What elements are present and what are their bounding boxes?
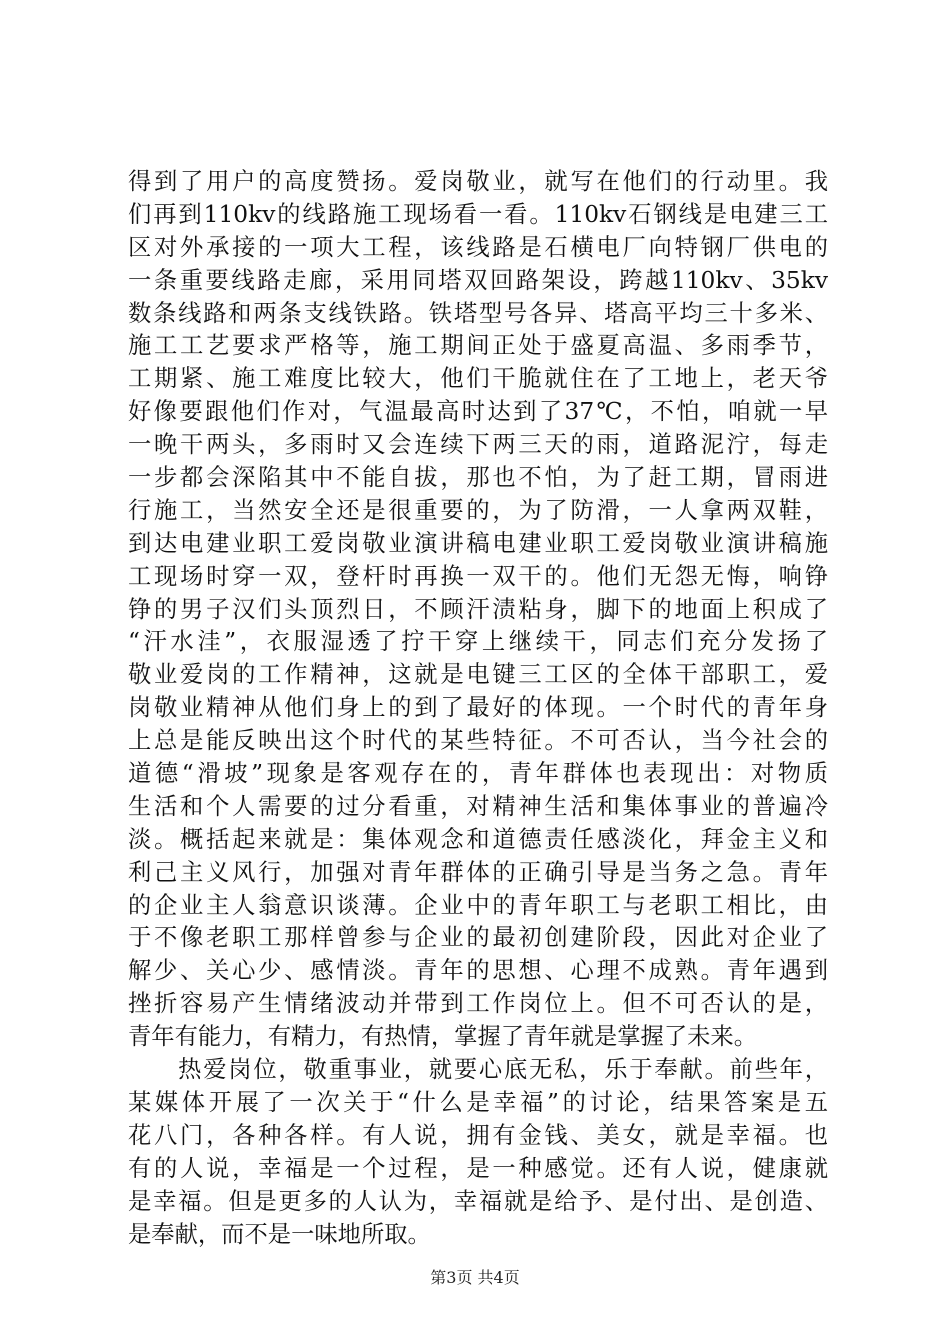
text-line: 区对外承接的一项大工程，该线路是石横电厂向特钢厂供电的 — [128, 233, 828, 261]
text-line: 工期紧、施工难度比较大，他们干脆就住在了工地上，老天爷 — [128, 365, 828, 393]
page-footer: 第3页 共4页 — [430, 1268, 520, 1287]
text-line: 有的人说，幸福是一个过程，是一种感觉。还有人说，健康就 — [128, 1154, 828, 1182]
text-line: 到达电建业职工爱岗敬业演讲稿电建业职工爱岗敬业演讲稿施 — [128, 529, 828, 557]
text-line: 行施工，当然安全还是很重要的，为了防滑，一人拿两双鞋， — [128, 496, 828, 524]
text-line: 上总是能反映出这个时代的某些特征。不可否认，当今社会的 — [128, 727, 828, 755]
text-line: 青年有能力，有精力，有热情，掌握了青年就是掌握了未来。 — [128, 1023, 758, 1051]
text-line: 得到了用户的高度赞扬。爱岗敬业，就写在他们的行动里。我 — [128, 168, 828, 195]
text-line: 的企业主人翁意识谈薄。企业中的青年职工与老职工相比，由 — [128, 891, 828, 919]
text-line: 好像要跟他们作对，气温最高时达到了37℃，不怕，咱就一早 — [128, 398, 828, 426]
text-line: 花八门，各种各样。有人说，拥有金钱、美女，就是幸福。也 — [128, 1121, 828, 1149]
text-line: 施工工艺要求严格等，施工期间正处于盛夏高温、多雨季节， — [128, 332, 828, 360]
text-line: 岗敬业精神从他们身上的到了最好的体现。一个时代的青年身 — [128, 694, 828, 722]
text-line: 一步都会深陷其中不能自拔，那也不怕，为了赶工期，冒雨进 — [128, 464, 828, 492]
text-line: 工现场时穿一双，登杆时再换一双干的。他们无怨无悔，响铮 — [128, 562, 828, 590]
text-line: 铮的男子汉们头顶烈日，不顾汗渍粘身，脚下的地面上积成了 — [128, 595, 828, 623]
text-line: 是幸福。但是更多的人认为，幸福就是给予、是付出、是创造、 — [128, 1187, 828, 1215]
text-line: “汗水洼”，衣服湿透了拧干穿上继续干，同志们充分发扬了 — [128, 628, 828, 656]
text-line: 敬业爱岗的工作精神，这就是电键三工区的全体干部职工，爱 — [128, 661, 828, 689]
text-line: 是奉献，而不是一味地所取。 — [128, 1220, 431, 1248]
text-line: 一条重要线路走廊，采用同塔双回路架设，跨越110kv、35kv — [128, 266, 828, 294]
text-line: 挫折容易产生情绪波动并带到工作岗位上。但不可否认的是， — [128, 990, 828, 1018]
text-line: 们再到110kv的线路施工现场看一看。110kv石钢线是电建三工 — [128, 200, 828, 228]
text-line: 淡。概括起来就是：集体观念和道德责任感淡化，拜金主义和 — [128, 825, 828, 853]
text-line: 道德“滑坡”现象是客观存在的，青年群体也表现出：对物质 — [128, 760, 828, 788]
text-line: 解少、关心少、感情淡。青年的思想、心理不成熟。青年遇到 — [128, 957, 828, 985]
text-line: 于不像老职工那样曾参与企业的最初创建阶段，因此对企业了 — [128, 924, 828, 952]
text-line: 一晚干两头，多雨时又会连续下两三天的雨，道路泥泞，每走 — [128, 431, 828, 459]
text-line: 某媒体开展了一次关于“什么是幸福”的讨论，结果答案是五 — [128, 1088, 828, 1116]
text-line: 生活和个人需要的过分看重，对精神生活和集体事业的普遍冷 — [128, 792, 828, 820]
text-line: 数条线路和两条支线铁路。铁塔型号各异、塔高平均三十多米、 — [128, 299, 828, 327]
text-line: 热爱岗位，敬重事业，就要心底无私，乐于奉献。前些年， — [128, 1056, 828, 1084]
body-text — [128, 166, 828, 1251]
text-line: 利己主义风行，加强对青年群体的正确引导是当务之急。青年 — [128, 858, 828, 886]
